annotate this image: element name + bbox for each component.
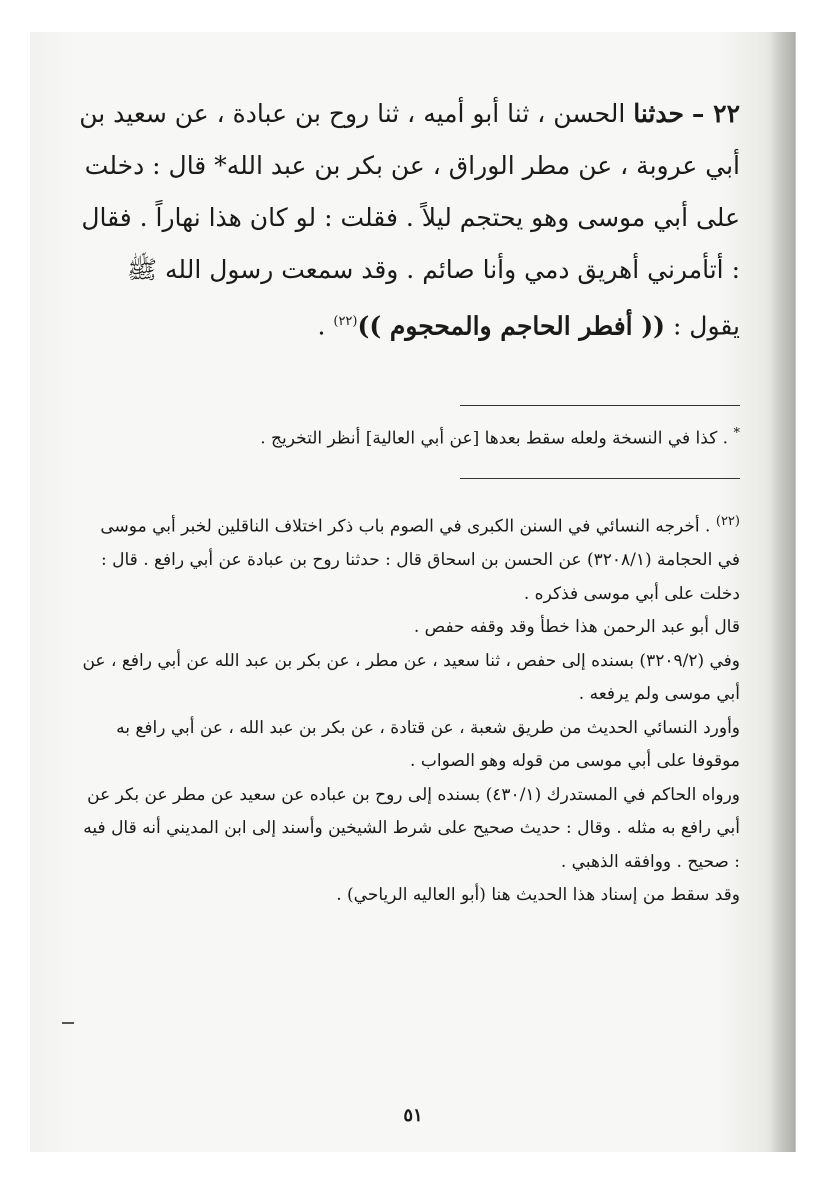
asterisk-note-text: . كذا في النسخة ولعله سقط بعدها [عن أبي العالية] أنظر التخريج . [260, 428, 729, 449]
separator-line [460, 405, 740, 406]
hadith-text [78, 88, 740, 352]
footnote-line: وقد سقط من إسناد هذا الحديث هنا (أبو العاليه الرياحي) . [336, 885, 740, 906]
asterisk-marker: * [733, 426, 740, 441]
footnote-line: ورواه الحاكم في المستدرك (٤٣٠/١) بسنده إلى روح بن عباده عن سعيد عن مطر عن بكر عن أبي رافع به مثله . وقال : حديث صحيح على شرط الشيخين وأسند إلى ابن المديني أنه قال فيه : صحيح . ووافقه الذهبي . [83, 784, 740, 872]
footnote-marker: (٢٢) [715, 514, 740, 529]
margin-mark [62, 1022, 74, 1024]
narration-word: حدثنا [633, 99, 684, 128]
prophetic-quote: (( أفطر الحاجم والمحجوم )) [357, 311, 665, 341]
hadith-body: الحسن ، ثنا أبو أميه ، ثنا روح بن عبادة ، عن سعيد بن أبي عروبة ، عن مطر الوراق ، عن بكر بن عبد الله* قال : دخلت على أبي موسى وهو يحتجم ليلاً . فقلت : لو كان هذا نهاراً . فقال : أتأمرني أهريق دمي وأنا صائم . وقد سمعت رسول الله ﷺ يقول : [79, 99, 740, 341]
page-edge-shadow [770, 32, 796, 1152]
footnote-line: وأورد النسائي الحديث من طريق شعبة ، عن قتادة ، عن بكر بن عبد الله ، عن أبي رافع به موقوفا على أبي موسى من قوله وهو الصواب . [116, 717, 740, 772]
footnote-line: قال أبو عبد الرحمن هذا خطأ وقد وقفه حفص . [413, 617, 740, 638]
footnote-reference: (٢٢) [333, 314, 358, 329]
footnote-line: . أخرجه النسائي في السنن الكبرى في الصوم باب ذكر اختلاف الناقلين لخبر أبي موسى في الحجامة (٣٢٠٨/١) عن الحسن بن اسحاق قال : حدثنا روح بن عبادة عن أبي رافع . قال : دخلت على أبي موسى فذكره . [100, 516, 740, 604]
separator-line [460, 478, 740, 479]
footnote-line: وفي (٣٢٠٩/٢) بسنده إلى حفص ، ثنا سعيد ، عن مطر ، عن بكر بن عبد الله عن أبي رافع ، عن أبي موسى ولم يرفعه . [82, 650, 740, 705]
page-number: ٥١ [403, 1105, 423, 1126]
asterisk-note [78, 418, 740, 455]
hadith-number: ٢٢ – [691, 99, 740, 128]
hadith-end-mark: . [317, 311, 326, 341]
footnote-22 [78, 505, 740, 913]
